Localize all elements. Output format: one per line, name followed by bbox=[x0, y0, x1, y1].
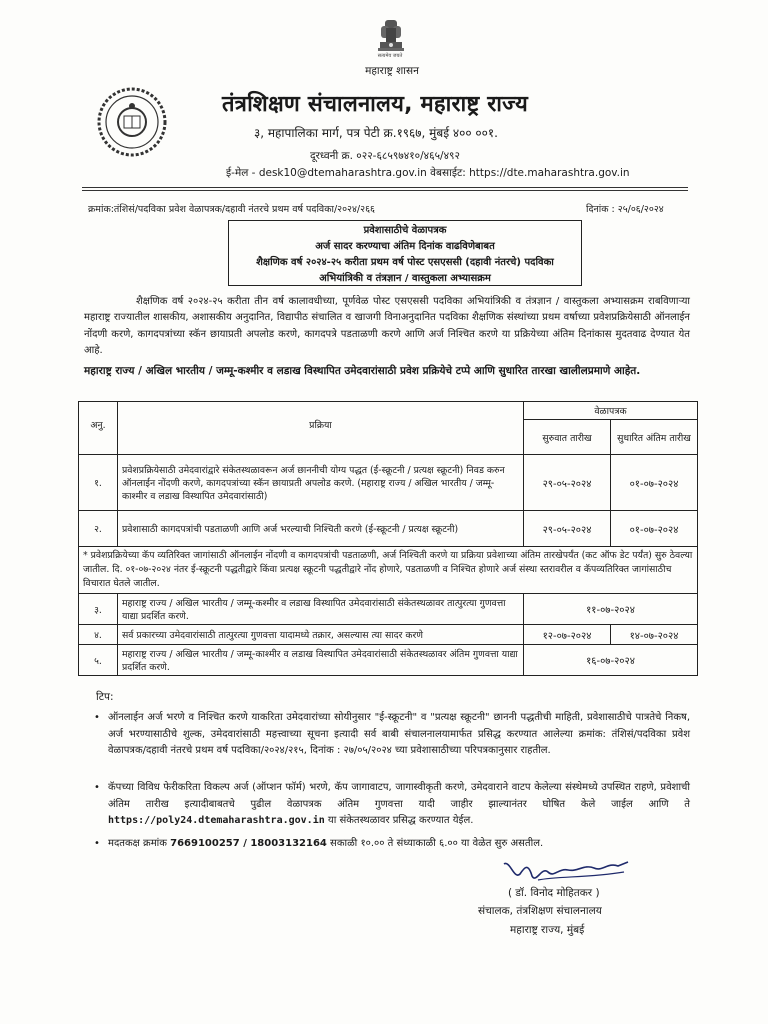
row-date: १६-०७-२०२४ bbox=[524, 645, 698, 676]
org-contact bbox=[226, 166, 630, 180]
col-schedule: वेळापत्रक bbox=[524, 402, 698, 420]
schedule-intro: महाराष्ट्र राज्य / अखिल भारतीय / जम्मू-कश्मीर व लडाख विस्थापित उमेदवारांसाठी प्रवेश प्रक्रियेचे टप्पे आणि सुधारित तारखा खालीलप्रमाणे आहेत. bbox=[84, 365, 641, 377]
row-start-date: २९-०५-२०२४ bbox=[524, 511, 611, 547]
table-header-row bbox=[79, 402, 698, 420]
header-divider bbox=[82, 187, 688, 188]
bullet-icon: • bbox=[94, 712, 100, 723]
col-sr: अनु. bbox=[79, 402, 118, 455]
helpline-numbers: 7669100257 / 18003132164 bbox=[170, 838, 327, 849]
row-end-date: १४-०७-२०२४ bbox=[611, 625, 698, 645]
subject-line-1: प्रवेशासाठीचे वेळापत्रक bbox=[363, 225, 447, 236]
email-label: ई-मेल - bbox=[226, 167, 259, 179]
schedule-table bbox=[78, 401, 698, 676]
table-note-row bbox=[79, 547, 698, 594]
reference-number: क्रमांक:तंशिसं/पदविका प्रवेश वेळापत्रक/दहावी नंतरचे प्रथम वर्ष पदविका/२०२४/२६६ bbox=[88, 204, 375, 215]
row-process: महाराष्ट्र राज्य / अखिल भारतीय / जम्मू-काश्मीर व लडाख विस्थापित उमेदवारांसाठी संकेतस्थळावर अंतिम गुणवत्ता याद्या प्रदर्शित करणे. bbox=[118, 645, 524, 676]
row-sr: ५. bbox=[79, 645, 118, 676]
table-row bbox=[79, 625, 698, 645]
subject-line-3: शैक्षणिक वर्ष २०२४-२५ करीता प्रथम वर्ष पोस्ट एसएससी (दहावी नंतरचे) पदविका bbox=[256, 257, 554, 268]
poly-portal-link[interactable]: https://poly24.dtemaharashtra.gov.in bbox=[108, 815, 325, 827]
email-link[interactable]: desk10@dtemaharashtra.gov.in bbox=[258, 167, 427, 179]
org-title: तंत्रशिक्षण संचालनालय, महाराष्ट्र राज्य bbox=[222, 92, 528, 117]
header-divider-2 bbox=[82, 190, 688, 191]
bullet-icon: • bbox=[94, 838, 100, 849]
intro-paragraph: शैक्षणिक वर्ष २०२४-२५ करीता तीन वर्ष कालावधीच्या, पूर्णवेळ पोस्ट एसएससी पदविका अभियांत्रिकी व तंत्रज्ञान / वास्तुकला अभ्यासक्रम राबविणाऱ्या महाराष्ट्र राज्यातील शासकीय, अशासकीय अनुदानित, विद्यापीठ संचालित व खाजगी विनाअनुदानित पदविका शैक्षणिक संस्थांच्या प्रथम वर्षाच्या प्रवेशप्रक्रियेसाठी ऑनलाईन नोंदणी करणे, कागदपत्रांच्या स्कॅन छायाप्रती अपलोड करणे, कागदपत्रे पडताळणी करणे आणि अर्ज निश्चित करणे या प्रक्रियेच्या अंतिम दिनांकास मुदतवाढ देण्यात येत आहे. bbox=[84, 296, 690, 357]
row-end-date: ०१-०७-२०२४ bbox=[611, 455, 698, 511]
row-start-date: १२-०७-२०२४ bbox=[524, 625, 611, 645]
col-process: प्रक्रिया bbox=[118, 402, 524, 455]
tip-text: ऑनलाईन अर्ज भरणे व निश्चित करणे याकरिता उमेदवारांच्या सोयीनुसार "ई-स्क्रूटनी" व "प्रत्यक्ष स्क्रूटनी" छाननी पद्धतीची माहिती, प्रवेशासाठीचे पात्रतेचे निकष, अर्ज भरण्यासाठीचे शुल्क, उमेदवारांसाठी महत्त्वाच्या सूचना इत्यादी सर्व बाबी संचालनालयामार्फत प्रसिद्ध करण्यात आलेल्या क्रमांक: तंशिसं/पदविका प्रवेश वेळापत्रक/दहावी नंतरचे प्रथम वर्ष पदविका/२०२४/२१५, दिनांक : २७/०५/२०२४ च्या प्रवेशासाठीच्या परिपत्रकानुसार राहतील. bbox=[108, 712, 690, 757]
row-sr: ३. bbox=[79, 594, 118, 625]
org-address: ३, महापालिका मार्ग, पत्र पेटी क्र.१९६७, मुंबई ४०० ००१. bbox=[254, 126, 498, 140]
bullet-icon: • bbox=[94, 782, 100, 793]
tip-item bbox=[94, 710, 690, 760]
website-label: वेबसाईट: bbox=[426, 167, 470, 179]
row-sr: ४. bbox=[79, 625, 118, 645]
subject-line-2: अर्ज सादर करण्याचा अंतिम दिनांक वाढविणेबाबत bbox=[315, 241, 495, 252]
helpline-hours: सकाळी १०.०० ते संध्याकाळी ६.०० या वेळेत सुरु असतील. bbox=[326, 838, 544, 849]
row-sr: १. bbox=[79, 455, 118, 511]
table-row bbox=[79, 455, 698, 511]
col-start: सुरुवात तारीख bbox=[524, 420, 611, 455]
government-label: महाराष्ट्र शासन bbox=[365, 65, 419, 77]
subject-line-4: अभियांत्रिकी व तंत्रज्ञान / वास्तुकला अभ्यासक्रम bbox=[319, 273, 491, 284]
website-link[interactable]: https://dte.maharashtra.gov.in bbox=[469, 167, 630, 179]
table-note: * प्रवेशप्रक्रियेच्या कॅप व्यतिरिक्त जागांसाठी ऑनलाईन नोंदणी व कागदपत्रांची पडताळणी, अर्ज निश्चिती करणे या प्रक्रिया प्रवेशाच्या अंतिम तारखेपर्यंत (कट ऑफ डेट पर्यंत) सुरु ठेवल्या जातील. दि. ०१-०७-२०२४ नंतर ई-स्क्रूटनी पद्धतीद्वारे किंवा प्रत्यक्ष स्क्रूटनी पद्धतीद्वारे नोंद होणारे, पडताळणी व निश्चित होणारे अर्ज संस्था स्तरावरील व कॅपव्यतिरिक्त जागांसाठीच विचारात घेतले जातील. bbox=[79, 547, 698, 594]
tips-label: टिप: bbox=[96, 691, 114, 703]
row-sr: २. bbox=[79, 511, 118, 547]
signatory-designation: संचालक, तंत्रशिक्षण संचालनालय bbox=[478, 905, 602, 917]
row-process: प्रवेशासाठी कागदपत्रांची पडताळणी आणि अर्ज भरल्याची निश्चिती करणे (ई-स्क्रूटनी / प्रत्यक्ष स्क्रूटनी) bbox=[118, 511, 524, 547]
tip-text-body: कॅपच्या विविध फेरीकरिता विकल्प अर्ज (ऑप्शन फॉर्म) भरणे, कॅप जागावाटप, जागास्वीकृती करणे, उमेदवाराने वाटप केलेल्या संस्थेमध्ये उपस्थित राहणे, प्रवेशाची अंतिम तारीख इत्यादीबाबतचे पुढील वेळापत्रक अंतिम गुणवत्ता यादी जाहीर झाल्यानंतर घोषित केले जाईल आणि ते bbox=[108, 782, 690, 810]
row-process: प्रवेशप्रक्रियेसाठी उमेदवारांद्वारे संकेतस्थळावरून अर्ज छाननीची योग्य पद्धत (ई-स्क्रूटनी / प्रत्यक्ष स्क्रूटनी) निवड करुन ऑनलाईन नोंदणी करणे, कागदपत्रांच्या स्कॅन छायाप्रती अपलोड करणे. (महाराष्ट्र राज्य / अखिल भारतीय / जम्मू-काश्मीर व लडाख विस्थापित उमेदवारांसाठी) bbox=[118, 455, 524, 511]
tip-text-suffix: या संकेतस्थळावर प्रसिद्ध करण्यात येईल. bbox=[324, 815, 474, 827]
table-row bbox=[79, 594, 698, 625]
table-row bbox=[79, 511, 698, 547]
dte-logo-icon bbox=[96, 86, 168, 158]
col-revised: सुधारित अंतिम तारीख bbox=[611, 420, 698, 455]
table-row bbox=[79, 645, 698, 676]
row-process: महाराष्ट्र राज्य / अखिल भारतीय / जम्मू-कश्मीर व लडाख विस्थापित उमेदवारांसाठी संकेतस्थळावर तात्पुरत्या गुणवत्ता याद्या प्रदर्शित करणे. bbox=[118, 594, 524, 625]
row-date: ११-०७-२०२४ bbox=[524, 594, 698, 625]
tip-item bbox=[94, 780, 690, 830]
emblem-caption: सत्यमेव जयते bbox=[377, 53, 403, 59]
row-end-date: ०१-०७-२०२४ bbox=[611, 511, 698, 547]
row-start-date: २९-०५-२०२४ bbox=[524, 455, 611, 511]
tip-item bbox=[94, 836, 690, 853]
reference-date: दिनांक : २५/०६/२०२४ bbox=[586, 204, 664, 215]
row-process: सर्व प्रकारच्या उमेदवारांसाठी तात्पुरत्या गुणवत्ता यादामध्ये तक्रार, असल्यास त्या सादर करणे bbox=[118, 625, 524, 645]
signatory-place: महाराष्ट्र राज्य, मुंबई bbox=[510, 924, 585, 936]
helpline-label: मदतकक्ष क्रमांक bbox=[108, 838, 171, 849]
subject-box bbox=[228, 220, 582, 286]
org-phone: दूरध्वनी क्र. ०२२-६८५९७४१०/४६५/४९२ bbox=[310, 150, 460, 162]
tip-text bbox=[108, 836, 690, 853]
tip-text bbox=[108, 780, 690, 830]
signatory-name: ( डॉ. विनोद मोहितकर ) bbox=[508, 887, 600, 899]
